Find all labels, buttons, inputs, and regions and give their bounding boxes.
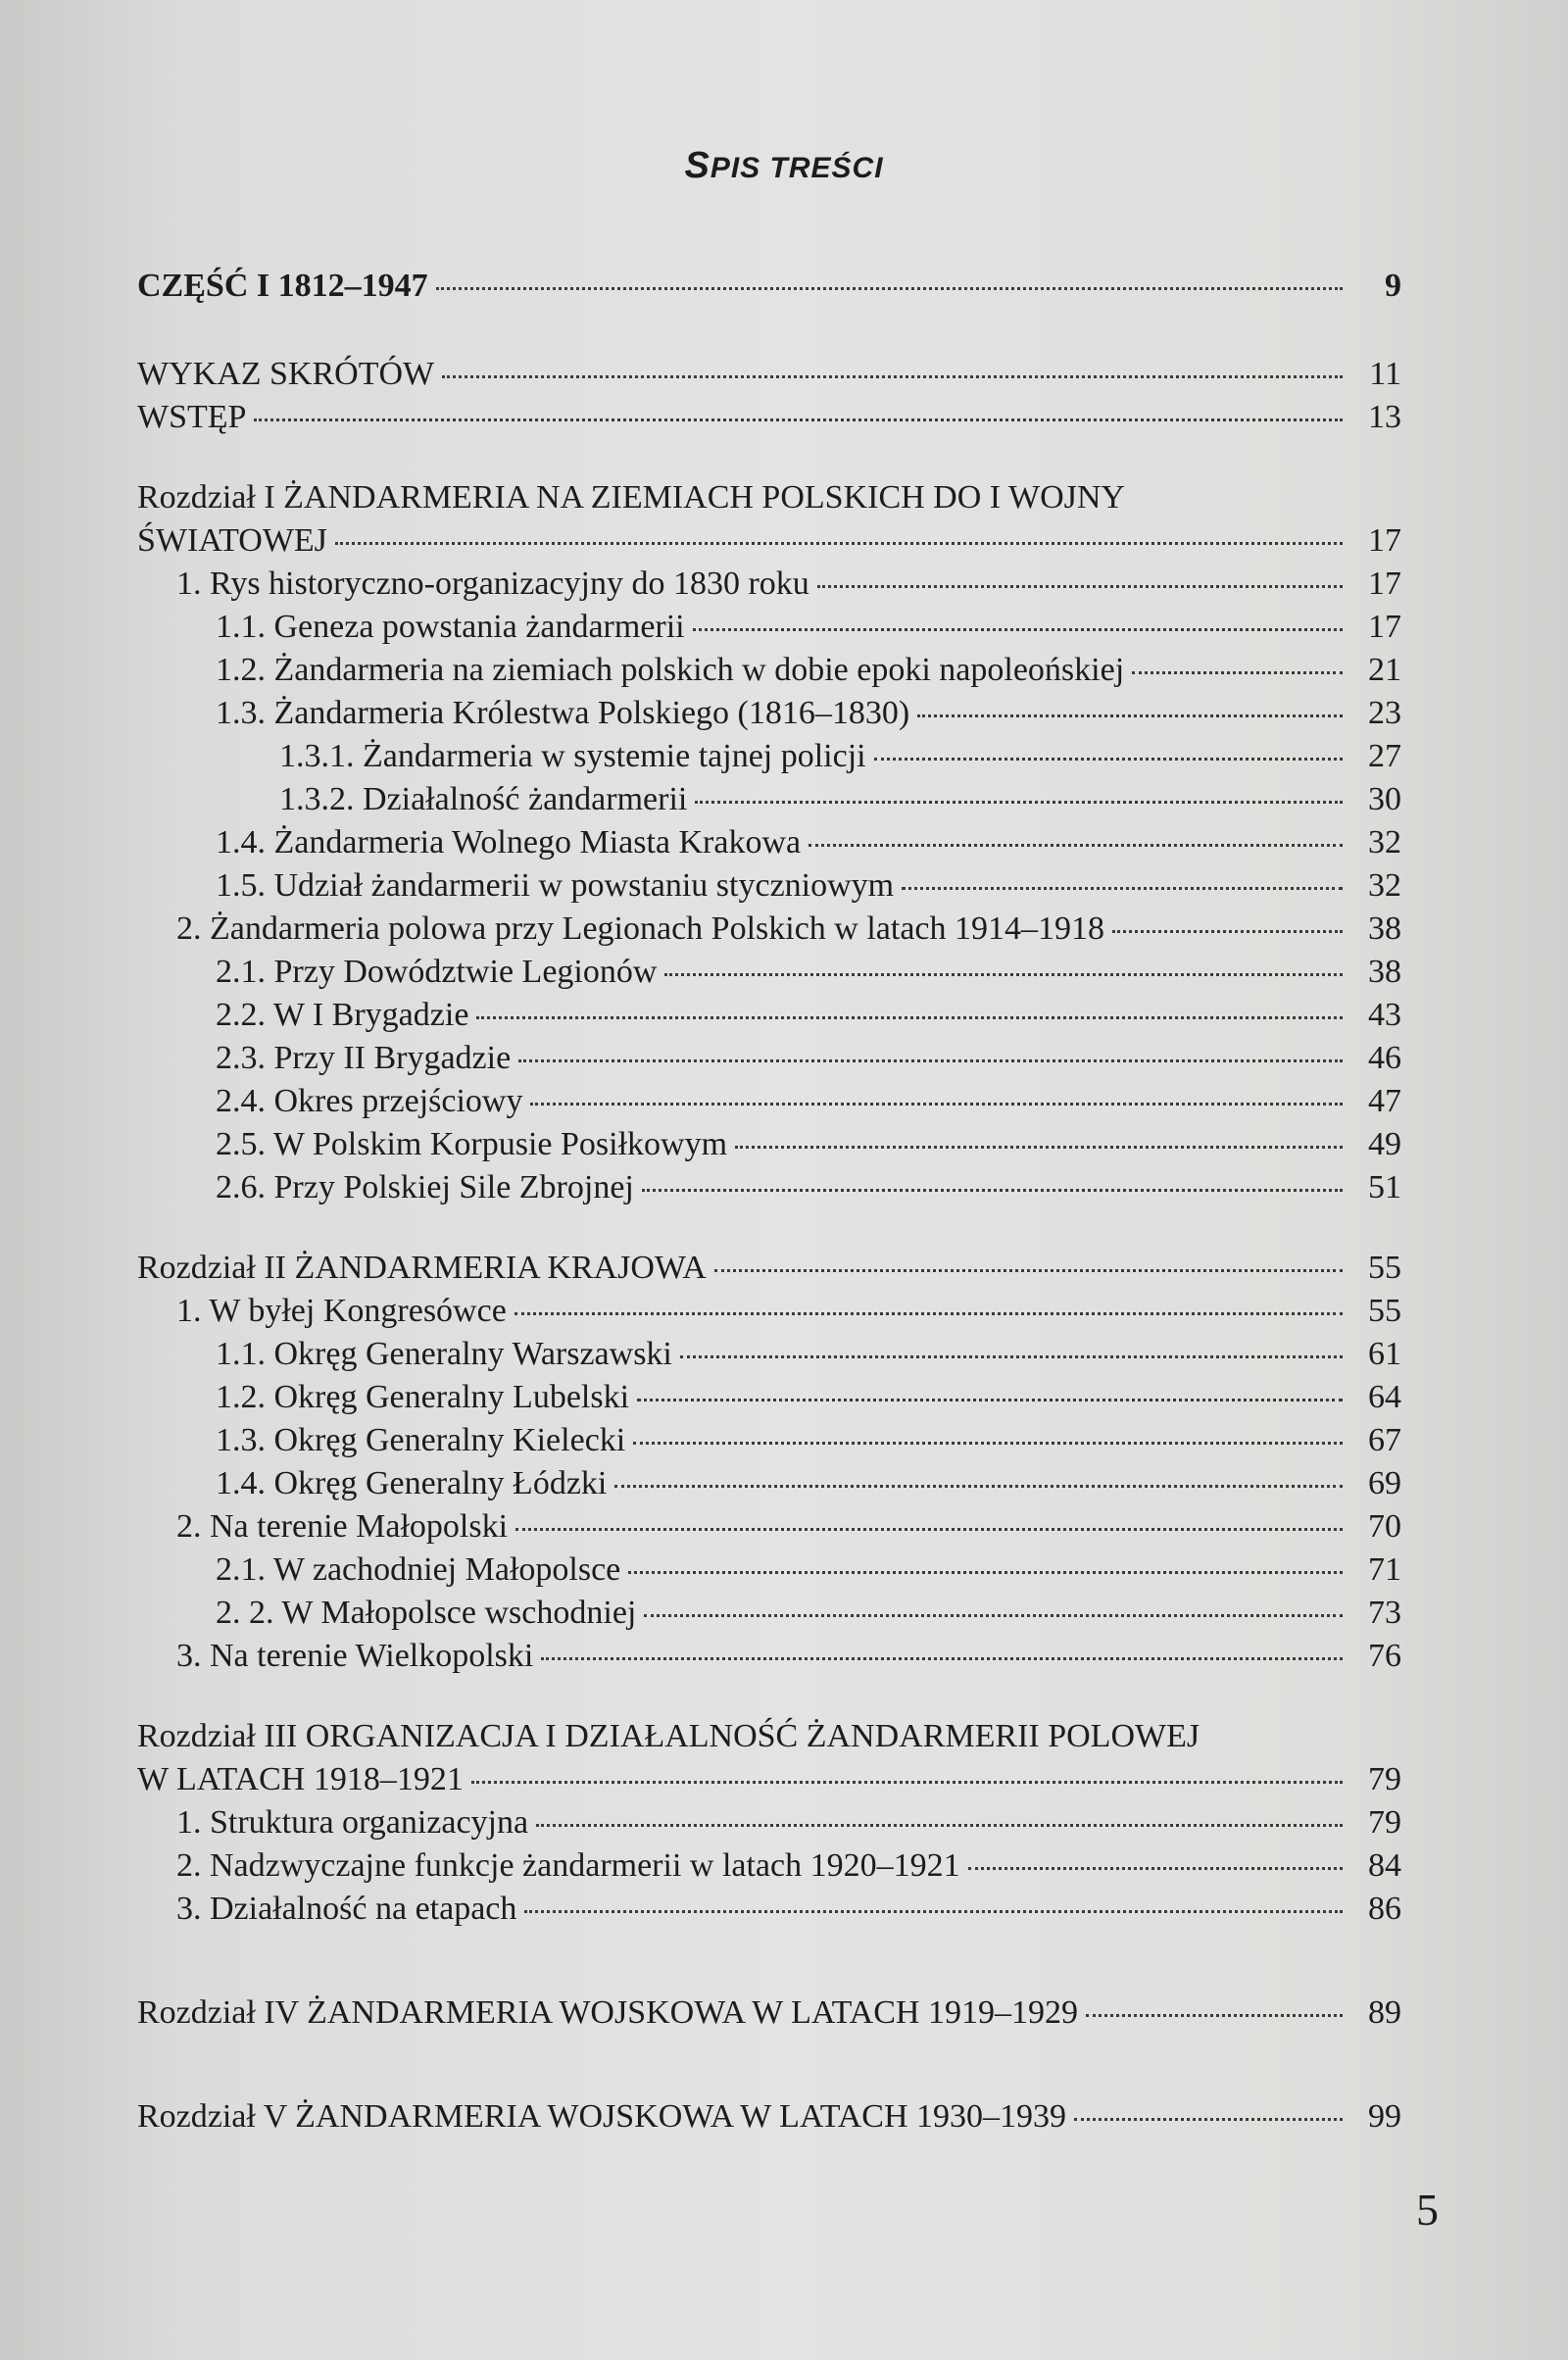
toc-label: 2.5. W Polskim Korpusie Posiłkowym	[216, 1126, 728, 1162]
toc-page: 73	[1368, 1595, 1401, 1631]
toc-entry	[137, 864, 1401, 908]
toc-label: 2.4. Okres przejściowy	[216, 1083, 523, 1119]
leader-dots	[637, 1399, 1343, 1401]
chapter-1-heading	[137, 519, 1401, 563]
leader-dots	[476, 1016, 1343, 1019]
toc-page: 51	[1368, 1169, 1401, 1205]
toc-entry	[137, 1505, 1401, 1549]
leader-dots	[524, 1910, 1343, 1913]
toc-entry	[137, 1549, 1401, 1592]
toc-label: 2.1. W zachodniej Małopolsce	[216, 1551, 621, 1588]
toc-page: 38	[1368, 910, 1401, 947]
leader-dots	[714, 1269, 1343, 1272]
chapter-1-heading-line1: Rozdział I ŻANDARMERIA NA ZIEMIACH POLSKICH DO I WOJNY	[137, 479, 1125, 516]
toc-entry	[137, 994, 1401, 1037]
toc-entry	[137, 1166, 1401, 1209]
toc-label: CZĘŚĆ I 1812–1947	[137, 268, 428, 304]
leader-dots	[442, 375, 1343, 378]
leader-dots	[1112, 930, 1343, 933]
toc-label: Rozdział IV ŻANDARMERIA WOJSKOWA W LATACH 1919–1929	[137, 1994, 1078, 2031]
toc-label: 2. Na terenie Małopolski	[176, 1508, 509, 1545]
leader-dots	[515, 1528, 1343, 1531]
leader-dots	[968, 1867, 1343, 1870]
toc-page: 38	[1368, 954, 1401, 990]
toc-entry	[137, 1635, 1401, 1678]
toc-page: 69	[1368, 1465, 1401, 1501]
toc-entry	[137, 1801, 1401, 1844]
leader-dots	[633, 1442, 1343, 1445]
toc-label: 1. Struktura organizacyjna	[176, 1804, 529, 1841]
leader-dots	[614, 1485, 1343, 1488]
toc-entry	[137, 778, 1401, 821]
toc-entry	[137, 951, 1401, 994]
toc-page: 64	[1368, 1379, 1401, 1415]
leader-dots	[1074, 2118, 1343, 2121]
toc-page: 43	[1368, 997, 1401, 1033]
toc-label: 2.1. Przy Dowództwie Legionów	[216, 954, 658, 990]
leader-dots	[695, 801, 1343, 804]
toc-label: 2. Nadzwyczajne funkcje żandarmerii w latach 1920–1921	[176, 1847, 960, 1884]
toc-entry-introduction	[137, 396, 1401, 439]
toc-page: 71	[1368, 1551, 1401, 1588]
toc-page: 21	[1368, 652, 1401, 688]
toc-entry	[137, 821, 1401, 864]
toc-page: 27	[1368, 738, 1401, 774]
leader-dots	[917, 714, 1343, 717]
toc-label: 1.3.1. Żandarmeria w systemie tajnej policji	[279, 738, 866, 774]
toc-entry	[137, 1592, 1401, 1635]
leader-dots	[642, 1189, 1343, 1192]
toc-label: WSTĘP	[137, 399, 247, 435]
toc-page: 17	[1368, 609, 1401, 645]
toc-page: 17	[1368, 565, 1401, 602]
leader-dots	[471, 1781, 1343, 1784]
toc-entry-part-1	[137, 265, 1401, 308]
leader-dots	[1086, 2014, 1343, 2017]
toc-page: 67	[1368, 1422, 1401, 1458]
toc-label: 1. Rys historyczno-organizacyjny do 1830 roku	[176, 565, 809, 602]
toc-label: ŚWIATOWEJ	[137, 522, 327, 559]
toc-page: 79	[1368, 1804, 1401, 1841]
toc-page: 30	[1368, 781, 1401, 817]
toc-page: 32	[1368, 824, 1401, 860]
leader-dots	[518, 1059, 1343, 1062]
toc-label: 1.2. Żandarmeria na ziemiach polskich w dobie epoki napoleońskiej	[216, 652, 1125, 688]
title-initial: S	[684, 145, 710, 186]
leader-dots	[254, 418, 1343, 421]
leader-dots	[735, 1146, 1343, 1149]
leader-dots	[536, 1824, 1343, 1827]
toc-page: 11	[1369, 356, 1401, 392]
toc-page: 46	[1368, 1040, 1401, 1076]
toc-page: 70	[1368, 1508, 1401, 1545]
toc-label: 2. Żandarmeria polowa przy Legionach Polskich w latach 1914–1918	[176, 910, 1105, 947]
toc-label: Rozdział V ŻANDARMERIA WOJSKOWA W LATACH 1930–1939	[137, 2098, 1067, 2135]
leader-dots	[874, 758, 1343, 761]
toc-label: 1.4. Okręg Generalny Łódzki	[216, 1465, 608, 1501]
chapter-3-heading-line1: Rozdział III ORGANIZACJA I DZIAŁALNOŚĆ ŻANDARMERII POLOWEJ	[137, 1718, 1200, 1754]
toc-label: 1.3.2. Działalność żandarmerii	[279, 781, 688, 817]
toc-label: 3. Na terenie Wielkopolski	[176, 1638, 534, 1674]
toc-label: 1.3. Okręg Generalny Kielecki	[216, 1422, 626, 1458]
toc-page: 84	[1368, 1847, 1401, 1884]
toc-page: 55	[1368, 1250, 1401, 1286]
toc-page: 49	[1368, 1126, 1401, 1162]
toc-page: 9	[1385, 268, 1401, 304]
toc-entry	[137, 908, 1401, 951]
toc-page: 89	[1368, 1994, 1401, 2031]
chapter-3-heading	[137, 1758, 1401, 1801]
toc-entry	[137, 563, 1401, 606]
toc-entry	[137, 735, 1401, 778]
toc-label: WYKAZ SKRÓTÓW	[137, 356, 435, 392]
toc-label: 1.5. Udział żandarmerii w powstaniu styczniowym	[216, 867, 895, 904]
toc-entry	[137, 649, 1401, 692]
leader-dots	[335, 542, 1343, 545]
toc-label: 1.1. Geneza powstania żandarmerii	[216, 609, 685, 645]
toc-page: 76	[1368, 1638, 1401, 1674]
toc-page: 99	[1368, 2098, 1401, 2135]
toc-entry	[137, 692, 1401, 735]
toc-page: 23	[1368, 695, 1401, 731]
toc-label: 2.3. Przy II Brygadzie	[216, 1040, 512, 1076]
toc-page: 17	[1368, 522, 1401, 559]
toc-label: 1.1. Okręg Generalny Warszawski	[216, 1336, 672, 1372]
toc-page: 47	[1368, 1083, 1401, 1119]
page-title	[0, 145, 1568, 187]
title-rest: PIS TREŚCI	[710, 152, 884, 184]
toc-label: W LATACH 1918–1921	[137, 1761, 464, 1797]
toc-entry	[137, 1844, 1401, 1888]
toc-label: 1.2. Okręg Generalny Lubelski	[216, 1379, 630, 1415]
toc-entry	[137, 1123, 1401, 1166]
toc-entry	[137, 1333, 1401, 1376]
toc-label: 1. W byłej Kongresówce	[176, 1293, 507, 1329]
leader-dots	[902, 887, 1343, 890]
toc-entry	[137, 1419, 1401, 1462]
chapter-2-heading	[137, 1247, 1401, 1290]
leader-dots	[1132, 671, 1343, 674]
toc-entry	[137, 1080, 1401, 1123]
leader-dots	[664, 973, 1343, 976]
toc-page: 86	[1368, 1891, 1401, 1927]
leader-dots	[644, 1614, 1343, 1617]
toc-label: 1.3. Żandarmeria Królestwa Polskiego (1816–1830)	[216, 695, 910, 731]
toc-label: 2.2. W I Brygadzie	[216, 997, 469, 1033]
leader-dots	[541, 1657, 1343, 1660]
toc-page: 55	[1368, 1293, 1401, 1329]
toc-entry-abbreviations	[137, 353, 1401, 396]
toc-label: 2.6. Przy Polskiej Sile Zbrojnej	[216, 1169, 634, 1205]
chapter-4-heading	[137, 1991, 1401, 2035]
toc-label: 1.4. Żandarmeria Wolnego Miasta Krakowa	[216, 824, 802, 860]
toc-entry	[137, 1888, 1401, 1931]
leader-dots	[808, 844, 1343, 847]
toc-entry	[137, 1290, 1401, 1333]
leader-dots	[530, 1103, 1343, 1106]
leader-dots	[680, 1355, 1343, 1358]
toc-entry	[137, 1462, 1401, 1505]
toc-page: 32	[1368, 867, 1401, 904]
leader-dots	[436, 287, 1343, 290]
toc-entry	[137, 1037, 1401, 1080]
leader-dots	[514, 1312, 1343, 1315]
chapter-5-heading	[137, 2095, 1401, 2139]
page-number: 5	[1416, 2185, 1439, 2235]
toc-label: 2. 2. W Małopolsce wschodniej	[216, 1595, 637, 1631]
table-of-contents	[137, 265, 1401, 2139]
toc-page: 79	[1368, 1761, 1401, 1797]
toc-entry	[137, 606, 1401, 649]
toc-page: 13	[1368, 399, 1401, 435]
leader-dots	[693, 628, 1343, 631]
toc-page: 61	[1368, 1336, 1401, 1372]
leader-dots	[628, 1571, 1343, 1574]
toc-entry	[137, 1376, 1401, 1419]
toc-label: Rozdział II ŻANDARMERIA KRAJOWA	[137, 1250, 707, 1286]
leader-dots	[817, 585, 1343, 588]
toc-label: 3. Działalność na etapach	[176, 1891, 517, 1927]
